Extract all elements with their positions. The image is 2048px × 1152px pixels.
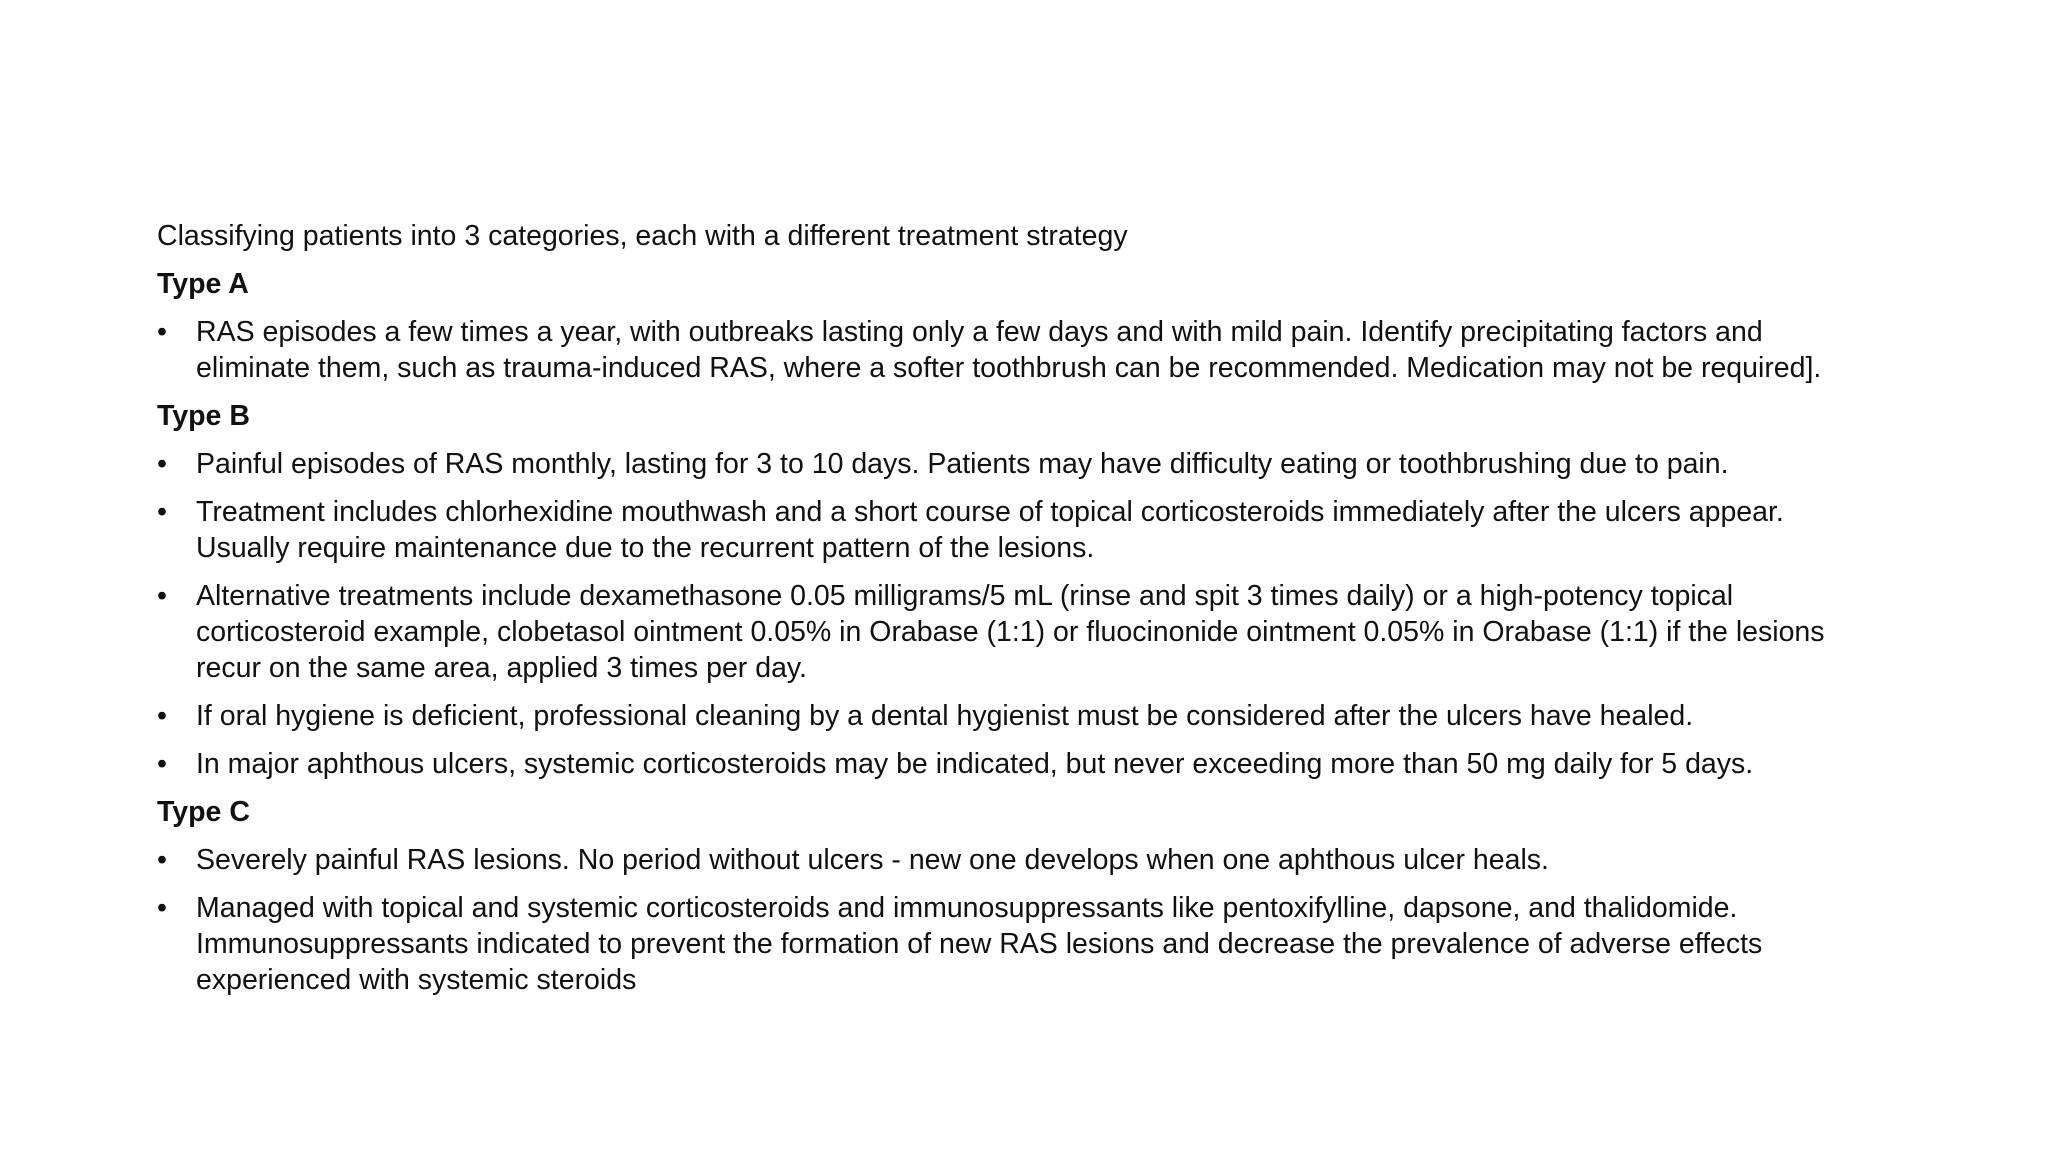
section-type-a (157, 266, 1877, 386)
bullet-icon: • (157, 892, 167, 924)
list-item (157, 890, 1877, 998)
section-type-b (157, 398, 1877, 782)
list-item-text: Managed with topical and systemic corticosteroids and immunosuppressants like pentoxifylline, dapsone, and thalidomide. Immunosuppressants indicated to prevent the formation of new RAS lesions and decrease the prevalence of adverse effects experienced with systemic steroids (196, 892, 1763, 996)
list-item (157, 494, 1877, 566)
list-item (157, 842, 1877, 878)
bullet-icon: • (157, 316, 167, 348)
list-item-text: Treatment includes chlorhexidine mouthwash and a short course of topical corticosteroids immediately after the ulcers appear. Usually require maintenance due to the recurrent pattern of the lesions. (196, 496, 1784, 564)
bullet-icon: • (157, 748, 167, 780)
section-type-c (157, 794, 1877, 998)
section-heading: Type B (157, 400, 250, 432)
bullet-list (157, 842, 1877, 998)
list-item (157, 746, 1877, 782)
bullet-list (157, 314, 1877, 386)
list-item-text: Painful episodes of RAS monthly, lasting for 3 to 10 days. Patients may have difficulty eating or toothbrushing due to pain. (196, 448, 1729, 480)
list-item (157, 578, 1877, 686)
list-item-text: RAS episodes a few times a year, with outbreaks lasting only a few days and with mild pain. Identify precipitating factors and eliminate them, such as trauma-induced RAS, where a softer toothbrush can be recommended. Medication may not be required]. (196, 316, 1822, 384)
list-item (157, 314, 1877, 386)
bullet-icon: • (157, 844, 167, 876)
section-heading: Type C (157, 796, 250, 828)
bullet-icon: • (157, 496, 167, 528)
bullet-list (157, 446, 1877, 782)
bullet-icon: • (157, 580, 167, 612)
list-item-text: In major aphthous ulcers, systemic corticosteroids may be indicated, but never exceeding more than 50 mg daily for 5 days. (196, 748, 1754, 780)
intro-text: Classifying patients into 3 categories, each with a different treatment strategy (157, 220, 1128, 252)
bullet-icon: • (157, 700, 167, 732)
list-item-text: Alternative treatments include dexamethasone 0.05 milligrams/5 mL (rinse and spit 3 times daily) or a high-potency topical corticosteroid example, clobetasol ointment 0.05% in Orabase (1:1) or fluocinonide ointment 0.05% in Orabase (1:1) if the lesions recur on the same area, applied 3 times per day. (196, 580, 1825, 684)
slide-body (157, 218, 1877, 1010)
list-item-text: If oral hygiene is deficient, professional cleaning by a dental hygienist must be considered after the ulcers have healed. (196, 700, 1694, 732)
section-heading: Type A (157, 268, 249, 300)
list-item-text: Severely painful RAS lesions. No period without ulcers - new one develops when one aphthous ulcer heals. (196, 844, 1549, 876)
list-item (157, 446, 1877, 482)
list-item (157, 698, 1877, 734)
bullet-icon: • (157, 448, 167, 480)
